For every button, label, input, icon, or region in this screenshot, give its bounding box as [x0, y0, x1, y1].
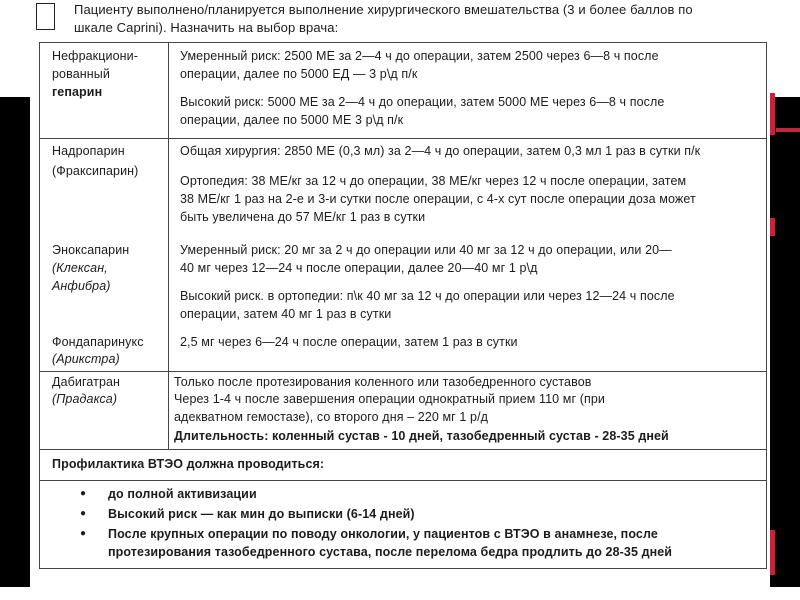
dabigatran-line-2: Через 1-4 ч после завершения операции однократный прием 110 мг (при [174, 392, 606, 406]
enoxaparin-name-1: Эноксапарин [52, 243, 130, 257]
ufh-name-2: рованный [52, 67, 110, 81]
nadroparin-name-2: (Фраксипарин) [52, 164, 139, 178]
document-page [30, 0, 770, 600]
dosage-table [39, 42, 767, 569]
dabigatran-line-4: Длительность: коленный сустав - 10 дней, тазобедренный сустав - 28-35 дней [174, 429, 669, 443]
fondaparinux-name-1: Фондапаринукс [52, 335, 144, 349]
enoxaparin-moderate-1: Умеренный риск: 20 мг за 2 ч до операции или 40 мг за 12 ч до операции, или 20— [180, 243, 672, 257]
prophylaxis-item-1: до полной активизации [108, 487, 257, 501]
dabigatran-line-3: адекватном гемостазе), со второго дня – 220 мг 1 р/д [174, 410, 489, 424]
row-separator-2 [40, 371, 766, 372]
accent-mark-3 [770, 530, 775, 575]
intro-line-1: Пациенту выполнено/планируется выполнение хирургического вмешательства (3 и более баллов по [74, 2, 693, 17]
fondaparinux-name-2: (Арикстра) [52, 352, 120, 366]
nadroparin-ortho-1: Ортопедия: 38 МЕ/кг за 12 ч до операции, 38 МЕ/кг через 12 ч после операции, затем [180, 174, 687, 188]
dabigatran-line-1: Только после протезирования коленного или тазобедренного суставов [174, 375, 592, 389]
enoxaparin-moderate-2: 40 мг через 12—24 ч после операции, далее 20—40 мг 1 р\д [180, 261, 538, 275]
nadroparin-name-1: Надропарин [52, 144, 125, 158]
prophylaxis-item-2: Высокий риск — как мин до выписки (6-14 дней) [108, 507, 415, 521]
enoxaparin-name-2: (Клексан, [52, 261, 108, 275]
accent-mark-2 [770, 218, 775, 236]
bullet-icon: ● [80, 528, 87, 539]
ufh-high-2: операции, далее по 5000 МЕ 3 р\д п/к [180, 113, 404, 127]
enoxaparin-high-1: Высокий риск. в ортопедии: п\к 40 мг за 12 ч до операции или через 12—24 ч после [180, 289, 675, 303]
row-separator-3 [40, 449, 766, 450]
column-divider-dabigatran [168, 371, 169, 449]
fondaparinux-dose: 2,5 мг через 6—24 ч после операции, затем 1 раз в сутки [180, 335, 518, 349]
enoxaparin-high-2: операции, затем 40 мг 1 раз в сутки [180, 307, 392, 321]
nadroparin-general: Общая хирургия: 2850 МЕ (0,3 мл) за 2—4 ч до операции, затем 0,3 мл 1 раз в сутки п/к [180, 144, 701, 158]
row-separator-4 [40, 480, 766, 481]
ufh-high-1: Высокий риск: 5000 МЕ за 2—4 ч до операции, затем 5000 МЕ через 6—8 ч после [180, 95, 665, 109]
ufh-name-3: гепарин [52, 85, 103, 99]
ufh-moderate-1: Умеренный риск: 2500 МЕ за 2—4 ч до операции, затем 2500 через 6—8 ч после [180, 49, 659, 63]
row-separator-1 [40, 138, 766, 139]
bullet-icon: ● [80, 488, 87, 499]
accent-mark-1 [770, 93, 775, 135]
ufh-name-1: Нефракциони- [52, 49, 138, 63]
dabigatran-name-2: (Прадакса) [52, 392, 118, 406]
nadroparin-ortho-3: быть увеличена до 57 МЕ/кг 1 раз в сутки [180, 210, 426, 224]
bullet-icon: ● [80, 508, 87, 519]
intro-line-2: шкале Caprini). Назначить на выбор врача: [74, 20, 339, 35]
enoxaparin-name-3: Анфибра) [52, 279, 111, 293]
prophylaxis-item-3: После крупных операции по поводу онкологии, у пациентов с ВТЭО в анамнезе, после [108, 527, 658, 541]
checkbox-icon[interactable] [36, 3, 55, 30]
dabigatran-name-1: Дабигатран [52, 375, 121, 389]
nadroparin-ortho-2: 38 МЕ/кг 1 раз на 2-е и 3-и сутки после операции, с 4-х сут после операции доза может [180, 192, 696, 206]
prophylaxis-item-3-cont: протезирования тазобедренного сустава, после перелома бедра продлить до 28-35 дней [108, 545, 673, 559]
prophylaxis-heading: Профилактика ВТЭО должна проводиться: [52, 457, 325, 471]
ufh-moderate-2: операции, далее по 5000 ЕД — 3 р\д п/к [180, 67, 418, 81]
accent-line [776, 128, 800, 132]
column-divider [168, 43, 169, 371]
intro-text [74, 1, 774, 37]
